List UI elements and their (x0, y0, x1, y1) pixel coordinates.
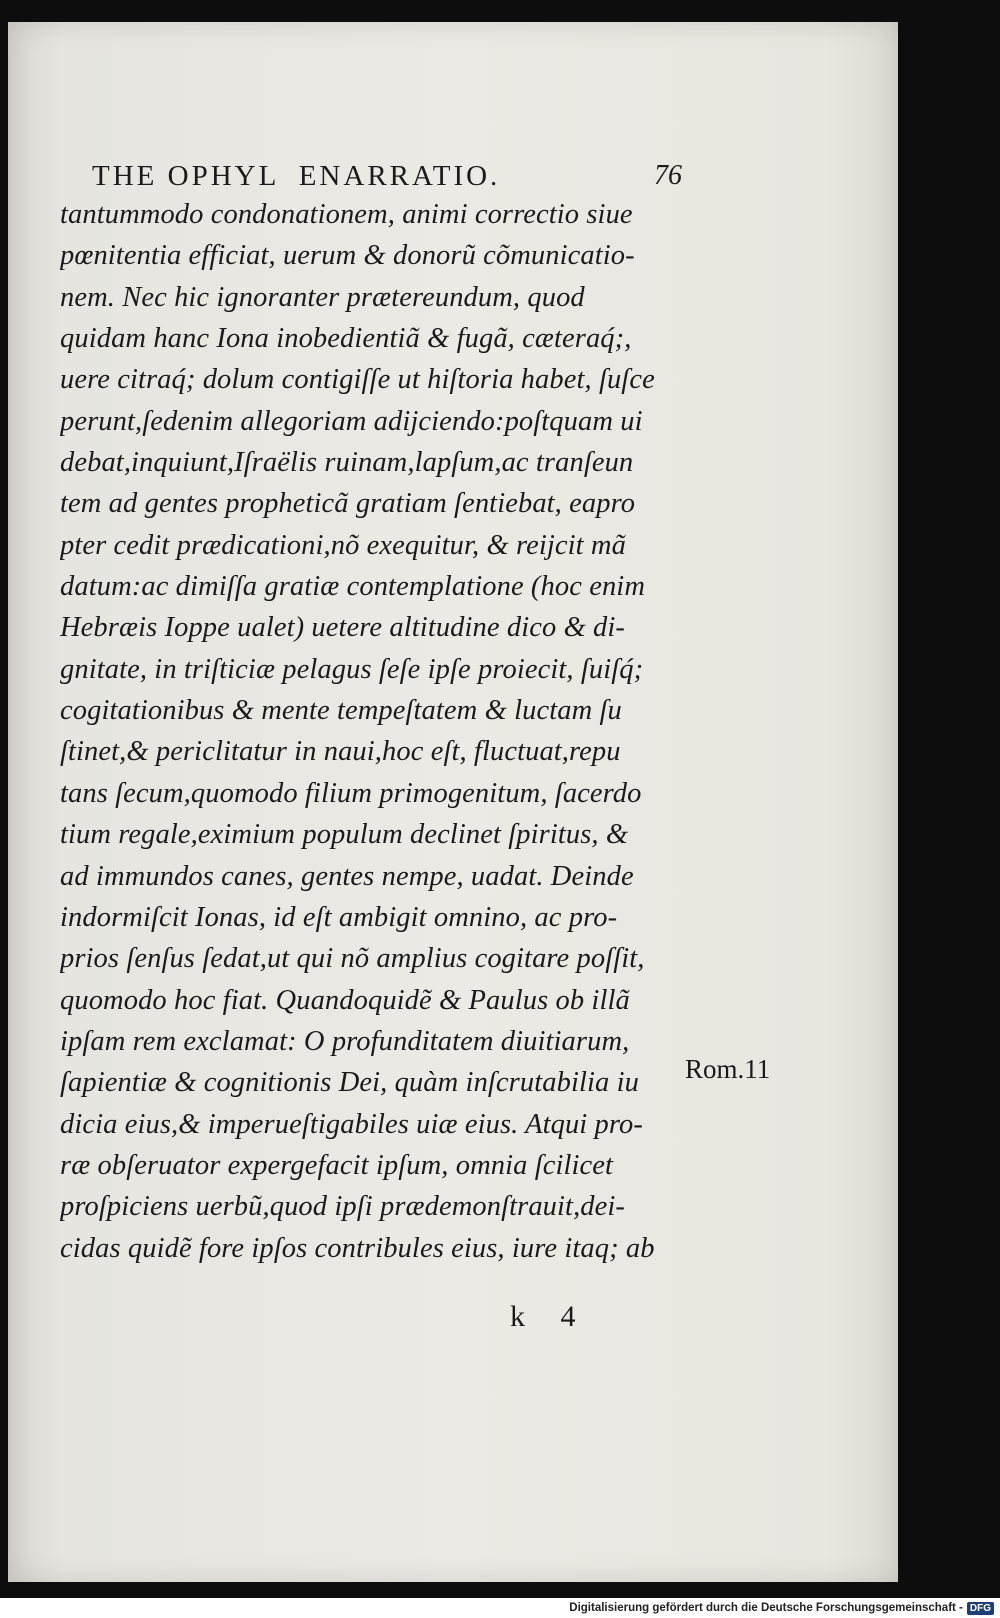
text-line: indormiſcit Ionas, id eſt ambigit omnino, ac pro- (60, 901, 618, 933)
text-line: perunt,ſedenim allegoriam adijciendo:poſtquam ui (60, 405, 643, 437)
body-text (60, 194, 680, 1269)
text-line: prios ſenſus ſedat,ut qui nõ amplius cogitare poſſit, (60, 943, 645, 975)
text-line: tans ſecum,quomodo filium primogenitum, ſacerdo (60, 777, 642, 809)
text-line: ipſam rem exclamat: O profunditatem diuitiarum, (60, 1025, 630, 1057)
funding-credit: Digitalisierung gefördert durch die Deutsche Forschungsgemeinschaft - (569, 1602, 963, 1614)
signature-mark: k 4 (510, 1300, 590, 1333)
text-line: pter cedit prædicationi,nõ exequitur, & reijcit mã (60, 529, 626, 561)
text-line: cogitationibus & mente tempeſtatem & luctam ſu (60, 695, 622, 727)
dfg-logo: DFG (967, 1602, 994, 1615)
text-line: quidam hanc Iona inobedientiã & fugã, cæteraq́;, (60, 323, 632, 355)
text-line: datum:ac dimiſſa gratiæ contemplatione (hoc enim (60, 571, 645, 603)
text-line: dicia eius,& imperueſtigabiles uiæ eius. Atqui pro- (60, 1108, 643, 1140)
text-line: tem ad gentes propheticã gratiam ſentiebat, eapro (60, 488, 636, 520)
text-line: Hebræis Ioppe ualet) uetere altitudine dico & di- (60, 612, 626, 644)
text-line: pœnitentia efficiat, uerum & donorũ cõmunicatio- (60, 240, 635, 272)
footer-bar (0, 1598, 1000, 1618)
text-line: nem. Nec hic ignoranter prætereundum, quod (60, 281, 585, 313)
text-line: uere citraq́; dolum contigiſſe ut hiſtoria habet, ſuſce (60, 364, 655, 396)
folio-number: 76 (654, 160, 682, 191)
text-line: tium regale,eximium populum declinet ſpiritus, & (60, 819, 629, 851)
text-line: tantummodo condonationem, animi correctio siue (60, 199, 633, 230)
text-line: ſapientiæ & cognitionis Dei, quàm inſcrutabilia iu (60, 1067, 639, 1099)
text-line: quomodo hoc fiat. Quandoquidẽ & Paulus ob illã (60, 984, 630, 1016)
book-page (8, 22, 898, 1582)
text-line: proſpiciens uerbũ,quod ipſi prædemonſtrauit,dei- (60, 1191, 626, 1223)
text-line: debat,inquiunt,Iſraëlis ruinam,lapſum,ac tranſeun (60, 447, 634, 479)
marginal-note: Rom.11 (685, 1054, 771, 1084)
text-line: cidas quidẽ fore ipſos contribules eius, iure itaq; ab (60, 1232, 655, 1264)
running-head-title: THE OPHYL ENARRATIO. (92, 160, 501, 192)
text-line: ſtinet,& periclitatur in naui,hoc eſt, fluctuat,repu (60, 736, 621, 768)
text-line: gnitate, in triſticiæ pelagus ſeſe ipſe proiecit, ſuiſq́; (60, 653, 644, 685)
text-line: ad immundos canes, gentes nempe, uadat. Deinde (60, 860, 634, 892)
text-line: ræ obſeruator expergefacit ipſum, omnia ſcilicet (60, 1149, 614, 1181)
